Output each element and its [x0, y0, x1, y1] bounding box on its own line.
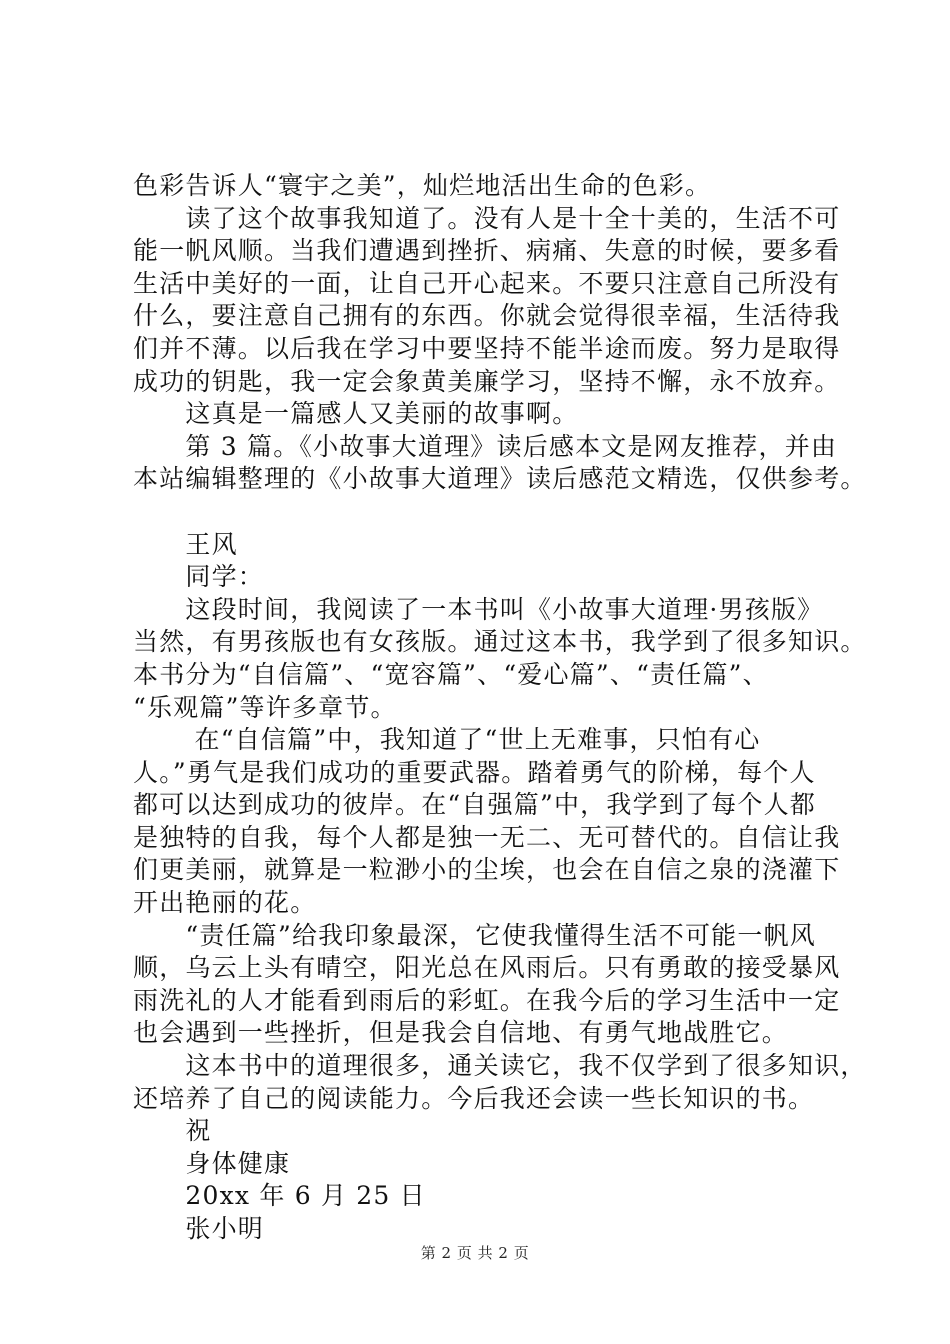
text-line: 这真是一篇感人又美丽的故事啊。 — [133, 399, 579, 429]
text-line: 们更美丽，就算是一粒渺小的尘埃，也会在自信之泉的浇灌下 — [133, 855, 841, 885]
letter-signature: 张小明 — [133, 1214, 265, 1243]
text-line: “责任篇”给我印象最深，它使我懂得生活不可能一帆风 — [133, 920, 816, 950]
document-body — [133, 170, 867, 1246]
text-line: 当然，有男孩版也有女孩版。通过这本书，我学到了很多知识。 — [133, 627, 867, 657]
text-line: 什么，要注意自己拥有的东西。你就会觉得很幸福，生活待我 — [133, 301, 841, 331]
page-number-footer: 第 2 页 共 2 页 — [420, 1244, 530, 1262]
text-line: 顺，乌云上头有晴空，阳光总在风雨后。只有勇敢的接受暴风 — [133, 953, 841, 983]
letter-closing-wish: 身体健康 — [133, 1148, 291, 1178]
text-line: 这本书中的道理很多，通关读它，我不仅学到了很多知识， — [133, 1051, 867, 1081]
letter-date: 20xx 年 6 月 25 日 — [133, 1181, 426, 1211]
text-line: 这段时间，我阅读了一本书叫《小故事大道理·男孩版》 — [133, 594, 824, 624]
text-line: 能一帆风顺。当我们遭遇到挫折、病痛、失意的时候，要多看 — [133, 236, 841, 266]
text-line: 第 3 篇。《小故事大道理》读后感本文是网友推荐，并由 — [133, 431, 838, 461]
letter-recipient: 王风 — [133, 529, 238, 559]
text-line: 人。”勇气是我们成功的重要武器。踏着勇气的阶梯，每个人 — [133, 757, 816, 787]
text-line: 本站编辑整理的《小故事大道理》读后感范文精选，仅供参考。 — [133, 464, 867, 494]
text-line: 生活中美好的一面，让自己开心起来。不要只注意自己所没有 — [133, 268, 841, 298]
text-line: 都可以达到成功的彼岸。在“自强篇”中，我学到了每个人都 — [133, 790, 816, 820]
text-line: 成功的钥匙，我一定会象黄美廉学习，坚持不懈，永不放弃。 — [133, 366, 841, 396]
letter-closing: 祝 — [133, 1116, 212, 1146]
letter-salutation: 同学： — [133, 562, 265, 592]
text-line: 也会遇到一些挫折，但是我会自信地、有勇气地战胜它。 — [133, 1018, 789, 1048]
text-line: 色彩告诉人“寰宇之美”，灿烂地活出生命的色彩。 — [133, 171, 712, 200]
text-line: 读了这个故事我知道了。没有人是十全十美的，生活不可 — [133, 203, 841, 233]
text-line: 还培养了自己的阅读能力。今后我还会读一些长知识的书。 — [133, 1083, 815, 1113]
text-line: 本书分为“自信篇”、“宽容篇”、“爱心篇”、“责任篇”、 — [133, 659, 769, 689]
text-line: “乐观篇”等许多章节。 — [133, 692, 397, 722]
text-line: 雨洗礼的人才能看到雨后的彩虹。在我今后的学习生活中一定 — [133, 985, 841, 1015]
text-line: 们并不薄。以后我在学习中要坚持不能半途而废。努力是取得 — [133, 333, 841, 363]
text-line: 在“自信篇”中，我知道了“世上无难事，只怕有心 — [133, 725, 761, 755]
text-line: 是独特的自我，每个人都是独一无二、无可替代的。自信让我 — [133, 822, 841, 852]
text-line: 开出艳丽的花。 — [133, 888, 317, 918]
blank-line — [133, 496, 853, 529]
